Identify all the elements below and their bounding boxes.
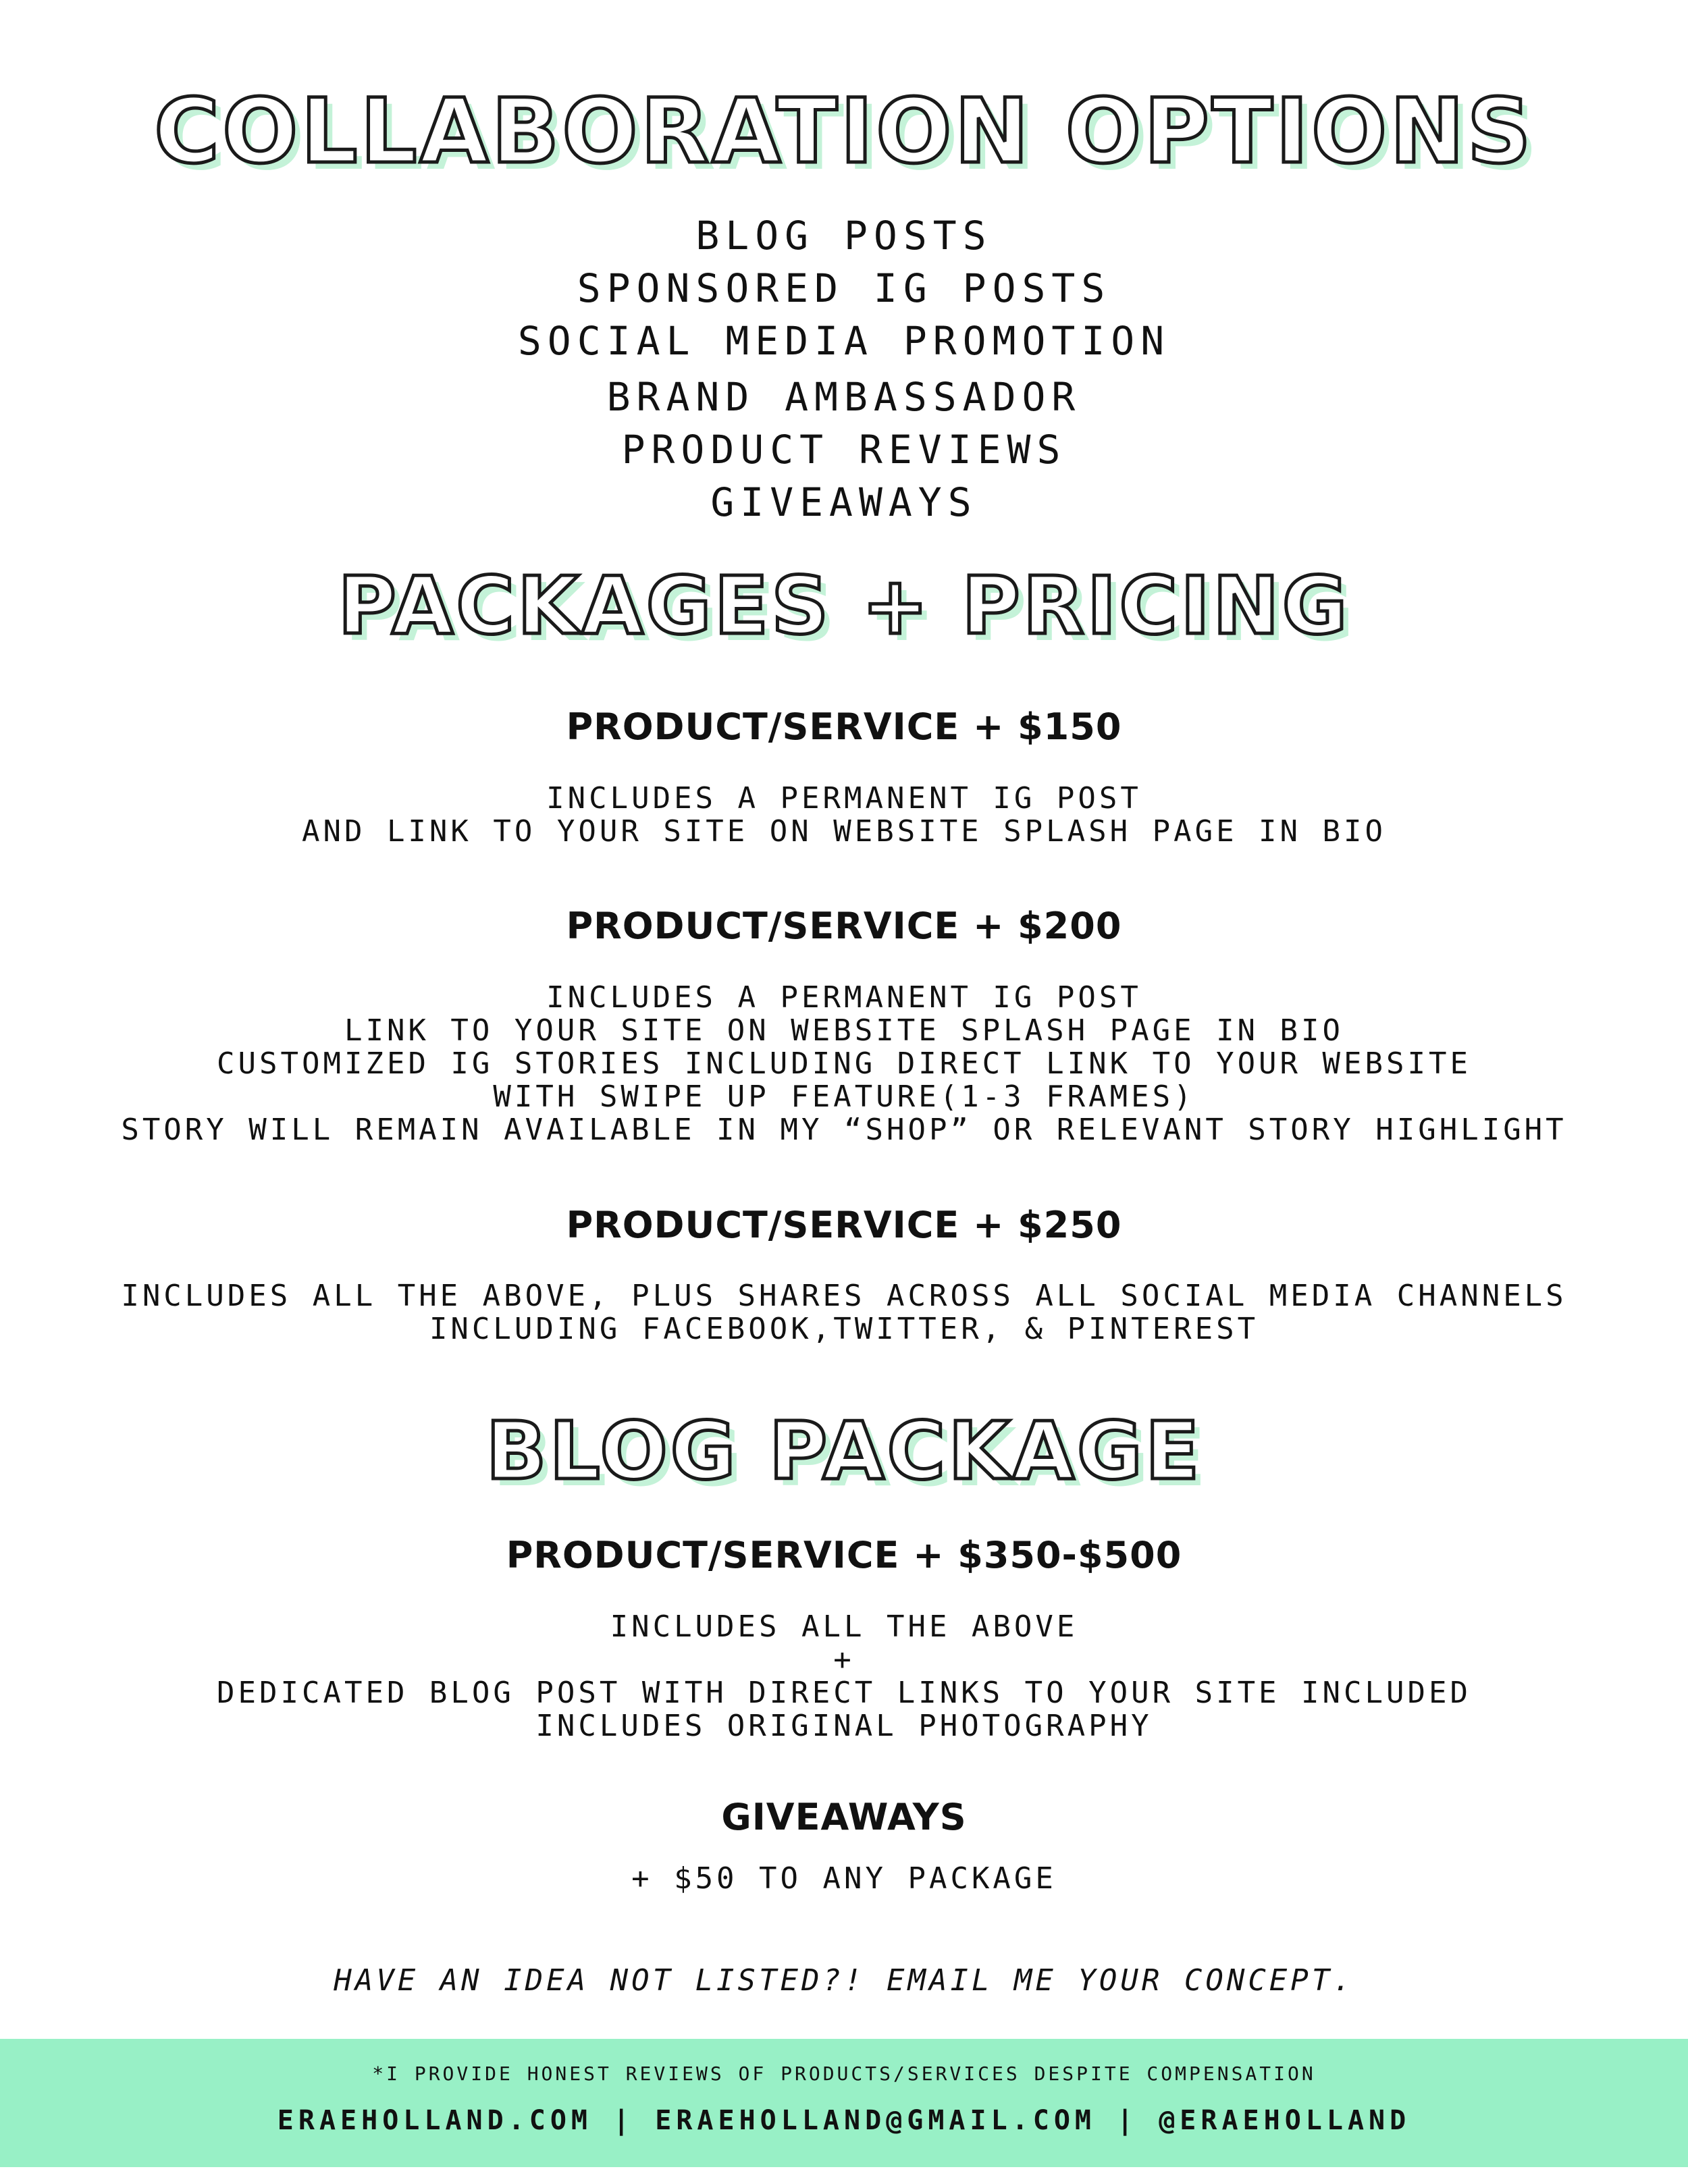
option-sponsored-ig-posts: SPONSORED IG POSTS xyxy=(577,265,1111,311)
footer-bar xyxy=(0,2039,1688,2167)
package-200-title: PRODUCT/SERVICE + $200 xyxy=(566,905,1122,947)
package-200-line: STORY WILL REMAIN AVAILABLE IN MY “SHOP” OR RELEVANT STORY HIGHLIGHT xyxy=(121,1113,1567,1147)
package-200-line: WITH SWIPE UP FEATURE(1-3 FRAMES) xyxy=(493,1080,1195,1114)
blog-package-line: INCLUDES ORIGINAL PHOTOGRAPHY xyxy=(535,1709,1153,1743)
blog-package-line: + xyxy=(833,1643,855,1677)
disclaimer-text: *I PROVIDE HONEST REVIEWS OF PRODUCTS/SERVICES DESPITE COMPENSATION xyxy=(372,2062,1316,2085)
giveaways-title: GIVEAWAYS xyxy=(721,1796,967,1838)
giveaways-line: + $50 TO ANY PACKAGE xyxy=(631,1861,1057,1896)
blog-package-heading: BLOG PACKAGE xyxy=(485,1404,1203,1497)
package-250-line: INCLUDING FACEBOOK,TWITTER, & PINTEREST xyxy=(429,1312,1259,1346)
contact-line: ERAEHOLLAND.COM | ERAEHOLLAND@GMAIL.COM | @ERAEHOLLAND xyxy=(277,2105,1411,2136)
collaboration-options-heading: COLLABORATION OPTIONS xyxy=(154,80,1534,184)
package-250-line: INCLUDES ALL THE ABOVE, PLUS SHARES ACROSS ALL SOCIAL MEDIA CHANNELS xyxy=(121,1279,1567,1313)
package-150-line: INCLUDES A PERMANENT IG POST xyxy=(546,781,1142,816)
package-150-line: AND LINK TO YOUR SITE ON WEBSITE SPLASH PAGE IN BIO xyxy=(301,814,1386,849)
blog-package-title: PRODUCT/SERVICE + $350-$500 xyxy=(506,1534,1182,1576)
option-product-reviews: PRODUCT REVIEWS xyxy=(621,427,1067,473)
package-150-title: PRODUCT/SERVICE + $150 xyxy=(566,705,1122,748)
package-200-line: CUSTOMIZED IG STORIES INCLUDING DIRECT LINK TO YOUR WEBSITE xyxy=(217,1046,1471,1081)
package-250-title: PRODUCT/SERVICE + $250 xyxy=(566,1204,1122,1246)
option-blog-posts: BLOG POSTS xyxy=(695,213,993,259)
cta-text: HAVE AN IDEA NOT LISTED?! EMAIL ME YOUR CONCEPT. xyxy=(334,1963,1354,1998)
option-social-media-promotion: SOCIAL MEDIA PROMOTION xyxy=(517,318,1171,364)
package-200-line: LINK TO YOUR SITE ON WEBSITE SPLASH PAGE IN BIO xyxy=(344,1013,1344,1048)
package-200-line: INCLUDES A PERMANENT IG POST xyxy=(546,980,1142,1015)
blog-package-line: INCLUDES ALL THE ABOVE xyxy=(610,1609,1078,1644)
blog-package-line: DEDICATED BLOG POST WITH DIRECT LINKS TO YOUR SITE INCLUDED xyxy=(217,1676,1471,1710)
packages-pricing-heading: PACKAGES + PRICING xyxy=(338,559,1350,652)
option-brand-ambassador: BRAND AMBASSADOR xyxy=(606,374,1082,420)
option-giveaways: GIVEAWAYS xyxy=(710,479,978,525)
